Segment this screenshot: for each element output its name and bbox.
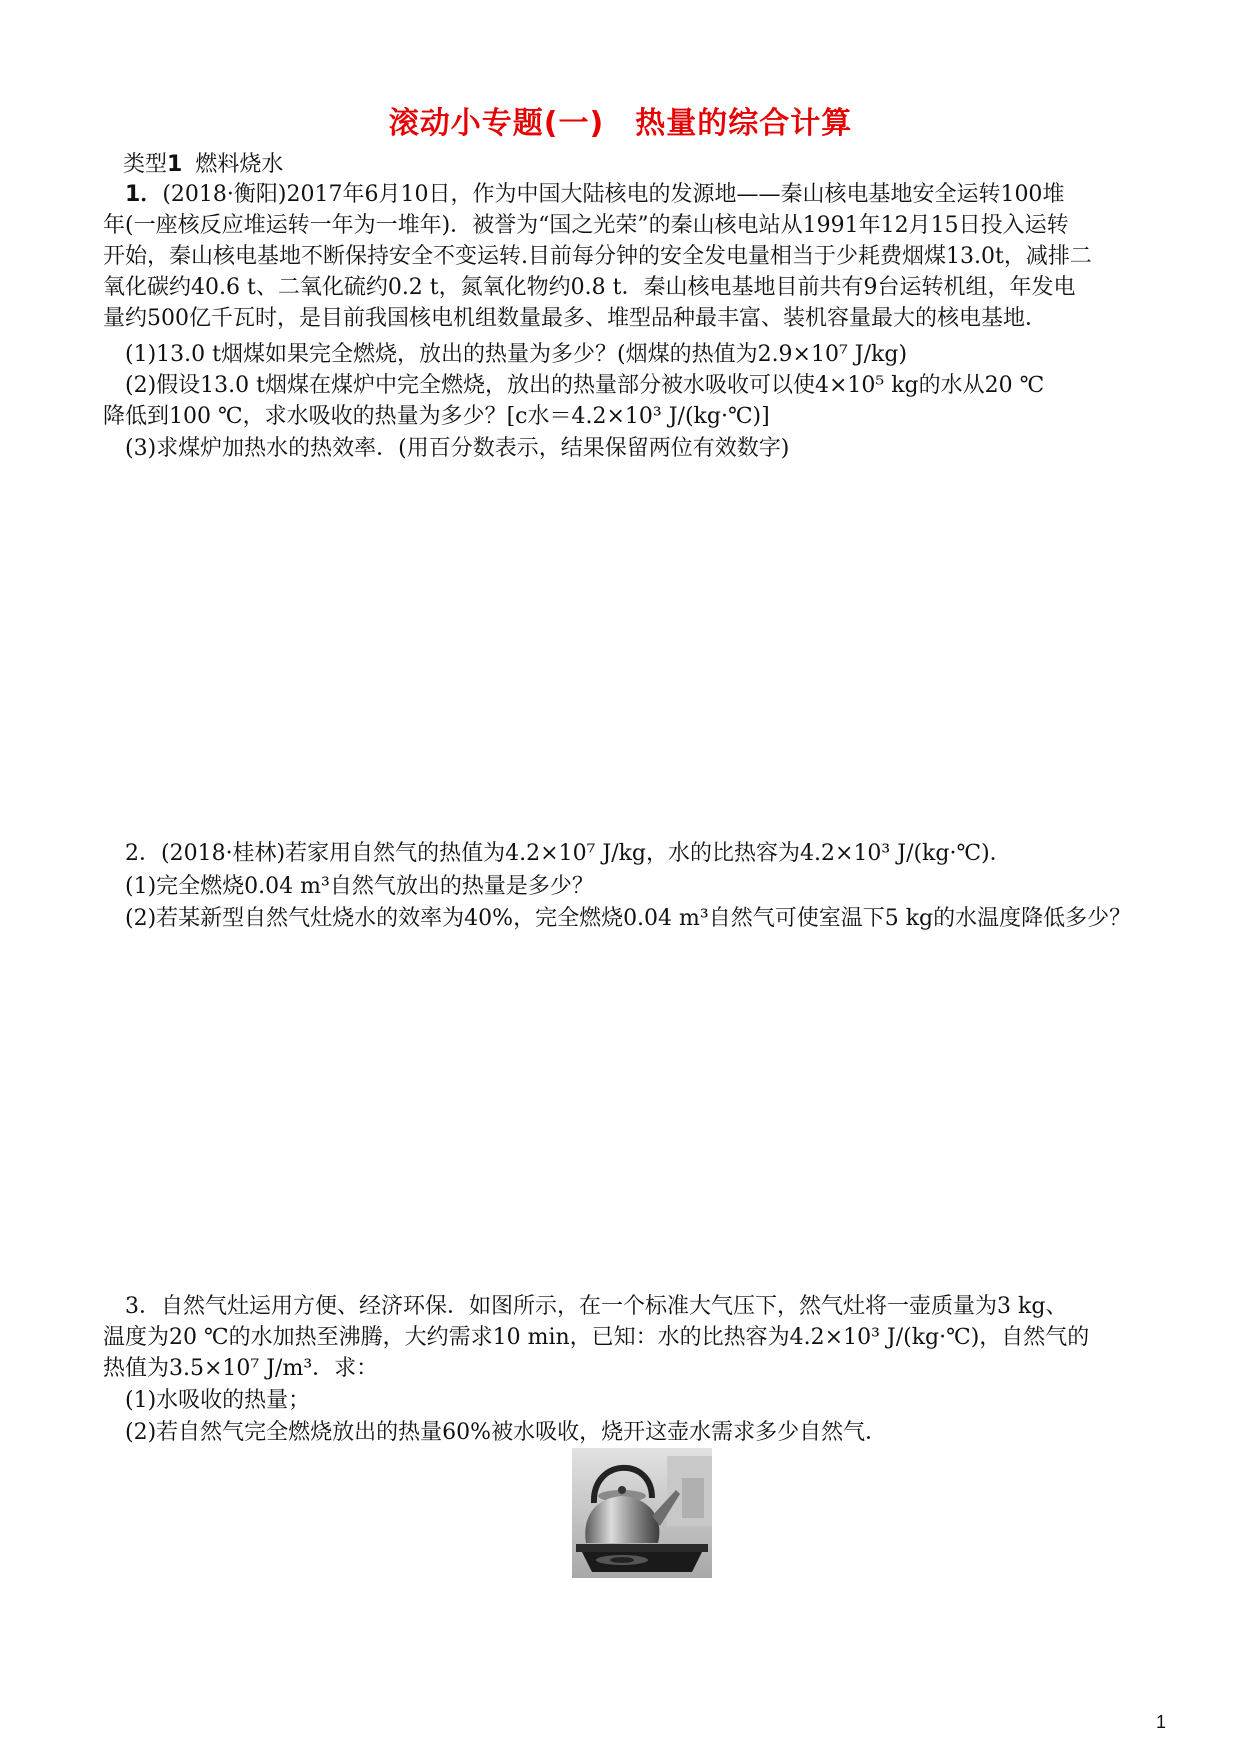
- page-number: 1: [1156, 1712, 1167, 1732]
- section-heading: [123, 150, 283, 180]
- section-type-name: 燃料烧水: [195, 152, 284, 177]
- q1-sub-3: (3)求煤炉加热水的热效率．(用百分数表示，结果保留两位有效数字): [125, 436, 790, 461]
- q1-line-5: 量约500亿千瓦时，是目前我国核电机组数量最多、堆型品种最丰富、装机容量最大的核电基地．: [103, 306, 1047, 331]
- q3-line-2: 温度为20 ℃的水加热至沸腾，大约需求10 min，已知：水的比热容为4.2×10³ J/(kg·℃)，自然气的: [103, 1325, 1090, 1350]
- q1-sub-2b: 降低到100 ℃，求水吸收的热量为多少？[c水＝4.2×10³ J/(kg·℃)]: [103, 404, 770, 429]
- q3-line-3: 热值为3.5×10⁷ J/m³．求：: [103, 1356, 379, 1381]
- q3-sub-1: (1)水吸收的热量；: [125, 1388, 311, 1413]
- kettle-on-gas-stove-image: [572, 1448, 712, 1578]
- page-title: 滚动小专题(一) 热量的综合计算: [388, 106, 853, 141]
- section-type-number: 1: [167, 152, 183, 177]
- section-type-label: 类型: [123, 152, 168, 177]
- q2-sub-2: (2)若某新型自然气灶烧水的效率为40%，完全燃烧0.04 m³自然气可使室温下5 kg的水温度降低多少？: [125, 906, 1132, 931]
- q1-line-2: 年(一座核反应堆运转一年为一堆年)．被誉为“国之光荣”的秦山核电站从1991年12月15日投入运转: [103, 213, 1069, 238]
- q1-number: 1．: [125, 182, 163, 207]
- q2-sub-1: (1)完全燃烧0.04 m³自然气放出的热量是多少？: [125, 874, 594, 899]
- q1-line-1: 1．(2018·衡阳)2017年6月10日，作为中国大陆核电的发源地——秦山核电基地安全运转100堆: [125, 182, 1065, 207]
- q2-line-1: 2．(2018·桂林)若家用自然气的热值为4.2×10⁷ J/kg，水的比热容为4.2×10³ J/(kg·℃)．: [125, 841, 1012, 866]
- q3-sub-2: (2)若自然气完全燃烧放出的热量60%被水吸收，烧开这壶水需求多少自然气．: [125, 1420, 888, 1445]
- q1-line-4: 氧化碳约40.6 t、二氧化硫约0.2 t，氮氧化物约0.8 t．秦山核电基地目前共有9台运转机组，年发电: [103, 275, 1076, 300]
- q1-line-3: 开始，秦山核电基地不断保持安全不变运转.目前每分钟的安全发电量相当于少耗费烟煤13.0t，减排二: [103, 244, 1092, 269]
- q1-sub-1: (1)13.0 t烟煤如果完全燃烧，放出的热量为多少？(烟煤的热值为2.9×10⁷ J/kg): [125, 342, 908, 367]
- q1-sub-2a: (2)假设13.0 t烟煤在煤炉中完全燃烧，放出的热量部分被水吸收可以使4×10⁵ kg的水从20 ℃: [125, 373, 1045, 398]
- q3-line-1: 3．自然气灶运用方便、经济环保．如图所示，在一个标准大气压下，然气灶将一壶质量为3 kg、: [125, 1294, 1068, 1319]
